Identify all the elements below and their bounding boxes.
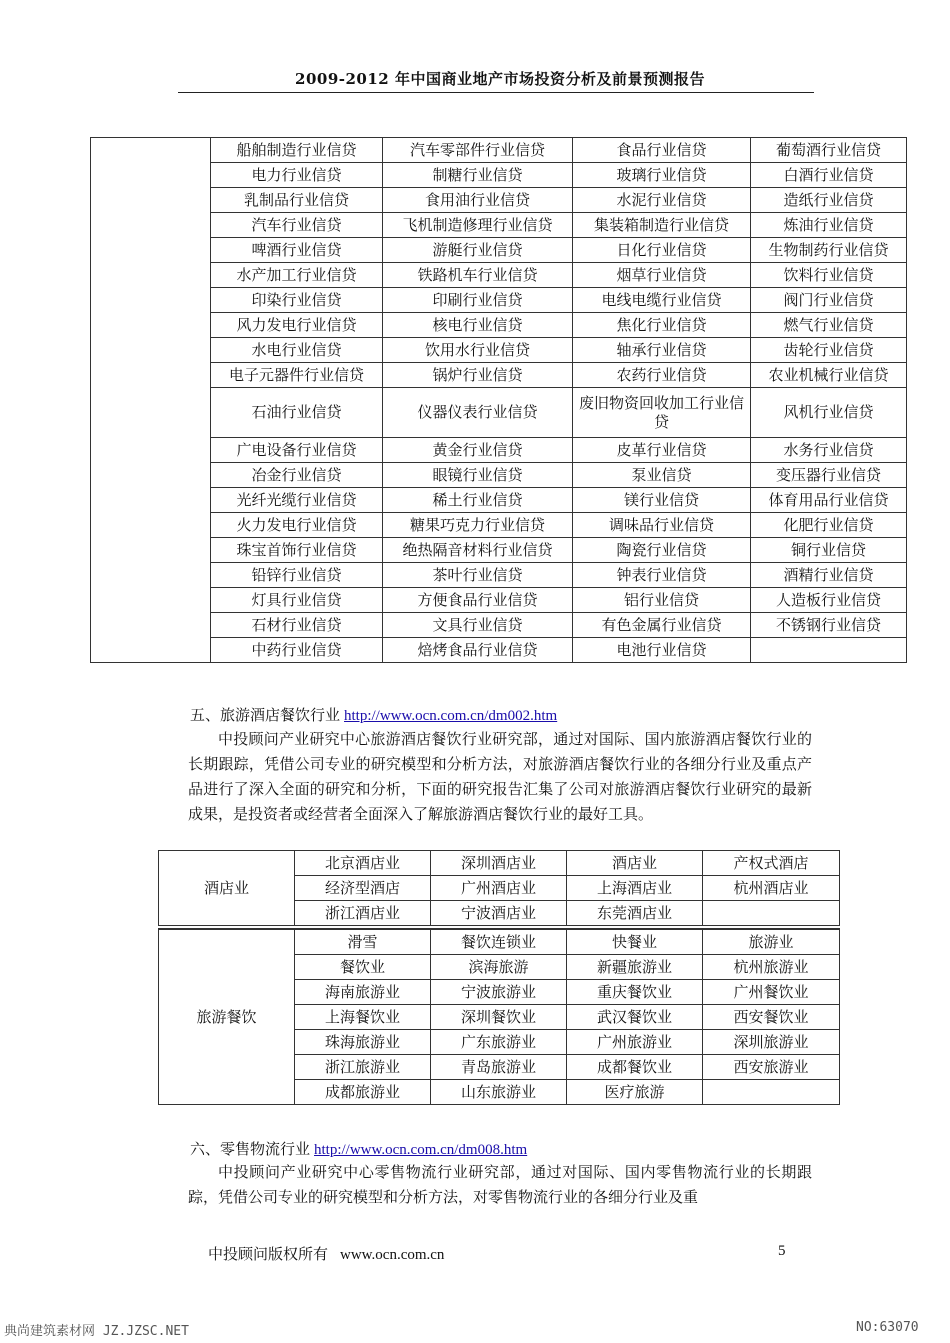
- table-cell: 石油行业信贷: [211, 388, 383, 438]
- table-row: [91, 388, 907, 438]
- table-cell: 印刷行业信贷: [383, 288, 573, 313]
- table-cell: 黄金行业信贷: [383, 438, 573, 463]
- table-cell: 武汉餐饮业: [567, 1005, 703, 1030]
- table-cell: 泵业信贷: [573, 463, 751, 488]
- table-row: [91, 463, 907, 488]
- section6-paragraph: 中投顾问产业研究中心零售物流行业研究部，通过对国际、国内零售物流行业的长期跟踪，凭借公司专业的研究模型和分析方法，对零售物流行业的各细分行业及重: [188, 1163, 812, 1206]
- table-row: [91, 563, 907, 588]
- table-cell: 绝热隔音材料行业信贷: [383, 538, 573, 563]
- table-cell: 杭州酒店业: [703, 876, 840, 901]
- section5-heading: [190, 704, 557, 725]
- table-row: [91, 313, 907, 338]
- table-cell: 不锈钢行业信贷: [751, 613, 907, 638]
- table-cell: 齿轮行业信贷: [751, 338, 907, 363]
- table-cell: 文具行业信贷: [383, 613, 573, 638]
- table-cell: 核电行业信贷: [383, 313, 573, 338]
- footer-url: www.ocn.com.cn: [340, 1247, 445, 1263]
- table-cell: 上海酒店业: [567, 876, 703, 901]
- table-row: [91, 538, 907, 563]
- table-cell: 滨海旅游: [431, 955, 567, 980]
- table-cell: 广州旅游业: [567, 1030, 703, 1055]
- table-cell: 乳制品行业信贷: [211, 188, 383, 213]
- table-cell: 海南旅游业: [295, 980, 431, 1005]
- table-row: [91, 288, 907, 313]
- table-cell: 新疆旅游业: [567, 955, 703, 980]
- section5-paragraph: 中投顾问产业研究中心旅游酒店餐饮行业研究部，通过对国际、国内旅游酒店餐饮行业的长期跟踪，凭借公司专业的研究模型和分析方法，对旅游酒店餐饮行业的各细分行业及重点产品进行了深入全面的研究和分析，下面的研究报告汇集了公司对旅游酒店餐饮行业研究的最新成果，是投资者或经营者全面深入了解旅游酒店餐饮行业的最好工具。: [188, 730, 812, 823]
- hotel-table: [158, 850, 840, 926]
- table-cell: 滑雪: [295, 929, 431, 955]
- table-cell: 饮用水行业信贷: [383, 338, 573, 363]
- table-cell: 白酒行业信贷: [751, 163, 907, 188]
- table-cell: [703, 1080, 840, 1105]
- table-cell: 锅炉行业信贷: [383, 363, 573, 388]
- watermark-left: 典尚建筑素材网 JZ.JZSC.NET: [4, 1324, 189, 1339]
- table-row: [91, 188, 907, 213]
- table-cell: 调味品行业信贷: [573, 513, 751, 538]
- table-row: [91, 238, 907, 263]
- table-cell: 经济型酒店: [295, 876, 431, 901]
- table-cell: 风机行业信贷: [751, 388, 907, 438]
- table-cell: 医疗旅游: [567, 1080, 703, 1105]
- table-cell: 火力发电行业信贷: [211, 513, 383, 538]
- table-cell: 食用油行业信贷: [383, 188, 573, 213]
- table-cell: 农药行业信贷: [573, 363, 751, 388]
- table-cell: 上海餐饮业: [295, 1005, 431, 1030]
- table-cell: 铜行业信贷: [751, 538, 907, 563]
- table-cell: 餐饮连锁业: [431, 929, 567, 955]
- table-cell: 炼油行业信贷: [751, 213, 907, 238]
- table-row: [159, 929, 840, 955]
- table-cell: 眼镜行业信贷: [383, 463, 573, 488]
- table-cell: 化肥行业信贷: [751, 513, 907, 538]
- table-cell: 浙江旅游业: [295, 1055, 431, 1080]
- blank-category-cell: [91, 138, 211, 663]
- section5-link[interactable]: http://www.ocn.com.cn/dm002.htm: [344, 708, 558, 724]
- table-cell: 成都旅游业: [295, 1080, 431, 1105]
- table-cell: 糖果巧克力行业信贷: [383, 513, 573, 538]
- table-cell: 茶叶行业信贷: [383, 563, 573, 588]
- table-cell: 冶金行业信贷: [211, 463, 383, 488]
- table-row: [159, 851, 840, 876]
- table-cell: 废旧物资回收加工行业信贷: [573, 388, 751, 438]
- table-cell: 电线电缆行业信贷: [573, 288, 751, 313]
- table-cell: 皮革行业信贷: [573, 438, 751, 463]
- table-cell: 集装箱制造行业信贷: [573, 213, 751, 238]
- table-cell: 餐饮业: [295, 955, 431, 980]
- table-cell: 水泥行业信贷: [573, 188, 751, 213]
- table-cell: 广州餐饮业: [703, 980, 840, 1005]
- table-cell: 焙烤食品行业信贷: [383, 638, 573, 663]
- watermark-right: NO:63070: [856, 1320, 919, 1335]
- table-cell: 钟表行业信贷: [573, 563, 751, 588]
- section6-link[interactable]: http://www.ocn.com.cn/dm008.htm: [314, 1142, 528, 1158]
- table-row: [91, 138, 907, 163]
- table-cell: 产权式酒店: [703, 851, 840, 876]
- table-cell: 深圳旅游业: [703, 1030, 840, 1055]
- table-cell: 旅游业: [703, 929, 840, 955]
- table-cell: 深圳餐饮业: [431, 1005, 567, 1030]
- table-cell: 体育用品行业信贷: [751, 488, 907, 513]
- table-cell: 宁波酒店业: [431, 901, 567, 926]
- table-cell: 啤酒行业信贷: [211, 238, 383, 263]
- table-cell: 山东旅游业: [431, 1080, 567, 1105]
- table-cell: 有色金属行业信贷: [573, 613, 751, 638]
- table-row: [91, 338, 907, 363]
- table-cell: 焦化行业信贷: [573, 313, 751, 338]
- table-cell: 葡萄酒行业信贷: [751, 138, 907, 163]
- table-cell: 游艇行业信贷: [383, 238, 573, 263]
- table-cell: 方便食品行业信贷: [383, 588, 573, 613]
- table-cell: 水产加工行业信贷: [211, 263, 383, 288]
- table-cell: 轴承行业信贷: [573, 338, 751, 363]
- table-cell: 西安餐饮业: [703, 1005, 840, 1030]
- section5-title: 五、旅游酒店餐饮行业: [190, 706, 341, 724]
- table-cell: 灯具行业信贷: [211, 588, 383, 613]
- table-row: [91, 488, 907, 513]
- table-cell: 飞机制造修理行业信贷: [383, 213, 573, 238]
- table-cell: 西安旅游业: [703, 1055, 840, 1080]
- table-cell: 成都餐饮业: [567, 1055, 703, 1080]
- table-cell: 铝行业信贷: [573, 588, 751, 613]
- table-cell: 汽车行业信贷: [211, 213, 383, 238]
- table-cell: 珠宝首饰行业信贷: [211, 538, 383, 563]
- category-cell: 酒店业: [159, 851, 295, 926]
- industry-credit-table: [90, 137, 907, 663]
- table-cell: 镁行业信贷: [573, 488, 751, 513]
- table-cell: 电池行业信贷: [573, 638, 751, 663]
- table-cell: 石材行业信贷: [211, 613, 383, 638]
- table-cell: 稀土行业信贷: [383, 488, 573, 513]
- table-cell: 陶瓷行业信贷: [573, 538, 751, 563]
- table-cell: 玻璃行业信贷: [573, 163, 751, 188]
- table-cell: 重庆餐饮业: [567, 980, 703, 1005]
- table-cell: 生物制药行业信贷: [751, 238, 907, 263]
- table-row: [91, 638, 907, 663]
- table-row: [91, 263, 907, 288]
- table-cell: 阀门行业信贷: [751, 288, 907, 313]
- table-row: [91, 363, 907, 388]
- table-cell: 浙江酒店业: [295, 901, 431, 926]
- table-cell: 中药行业信贷: [211, 638, 383, 663]
- table-cell: 燃气行业信贷: [751, 313, 907, 338]
- table-cell: 印染行业信贷: [211, 288, 383, 313]
- table-cell: 水务行业信贷: [751, 438, 907, 463]
- table-cell: 农业机械行业信贷: [751, 363, 907, 388]
- table-cell: 广州酒店业: [431, 876, 567, 901]
- table-cell: 电子元器件行业信贷: [211, 363, 383, 388]
- table-row: [91, 513, 907, 538]
- page-header-title: 2009-2012 年中国商业地产市场投资分析及前景预测报告: [295, 70, 705, 88]
- table-cell: 青岛旅游业: [431, 1055, 567, 1080]
- table-row: [91, 213, 907, 238]
- table-row: [91, 438, 907, 463]
- table-cell: 快餐业: [567, 929, 703, 955]
- table-cell: [703, 901, 840, 926]
- table-cell: 铁路机车行业信贷: [383, 263, 573, 288]
- table-row: [91, 613, 907, 638]
- table-cell: 水电行业信贷: [211, 338, 383, 363]
- table-cell: 烟草行业信贷: [573, 263, 751, 288]
- category-cell: 旅游餐饮: [159, 929, 295, 1105]
- table-cell: 人造板行业信贷: [751, 588, 907, 613]
- table-cell: 食品行业信贷: [573, 138, 751, 163]
- footer-copyright: 中投顾问版权所有: [208, 1245, 329, 1263]
- table-cell: 汽车零部件行业信贷: [383, 138, 573, 163]
- table-cell: 铅锌行业信贷: [211, 563, 383, 588]
- table-cell: 杭州旅游业: [703, 955, 840, 980]
- table-cell: 风力发电行业信贷: [211, 313, 383, 338]
- table-cell: 电力行业信贷: [211, 163, 383, 188]
- section6-title: 六、零售物流行业: [190, 1140, 311, 1158]
- header-rule: [178, 92, 814, 93]
- table-cell: 广电设备行业信贷: [211, 438, 383, 463]
- table-cell: 船舶制造行业信贷: [211, 138, 383, 163]
- table-cell: 酒精行业信贷: [751, 563, 907, 588]
- table-cell: 造纸行业信贷: [751, 188, 907, 213]
- table-cell: 广东旅游业: [431, 1030, 567, 1055]
- tourism-table: [158, 928, 840, 1105]
- table-cell: 东莞酒店业: [567, 901, 703, 926]
- table-cell: 宁波旅游业: [431, 980, 567, 1005]
- table-row: [91, 588, 907, 613]
- table-cell: [751, 638, 907, 663]
- section6-heading: [190, 1138, 527, 1159]
- table-row: [91, 163, 907, 188]
- table-cell: 深圳酒店业: [431, 851, 567, 876]
- table-cell: 酒店业: [567, 851, 703, 876]
- table-cell: 光纤光缆行业信贷: [211, 488, 383, 513]
- table-cell: 仪器仪表行业信贷: [383, 388, 573, 438]
- table-cell: 北京酒店业: [295, 851, 431, 876]
- footer: [208, 1243, 444, 1264]
- table-cell: 制糖行业信贷: [383, 163, 573, 188]
- table-cell: 变压器行业信贷: [751, 463, 907, 488]
- page-number: 5: [778, 1243, 786, 1259]
- table-cell: 珠海旅游业: [295, 1030, 431, 1055]
- table-cell: 日化行业信贷: [573, 238, 751, 263]
- table-cell: 饮料行业信贷: [751, 263, 907, 288]
